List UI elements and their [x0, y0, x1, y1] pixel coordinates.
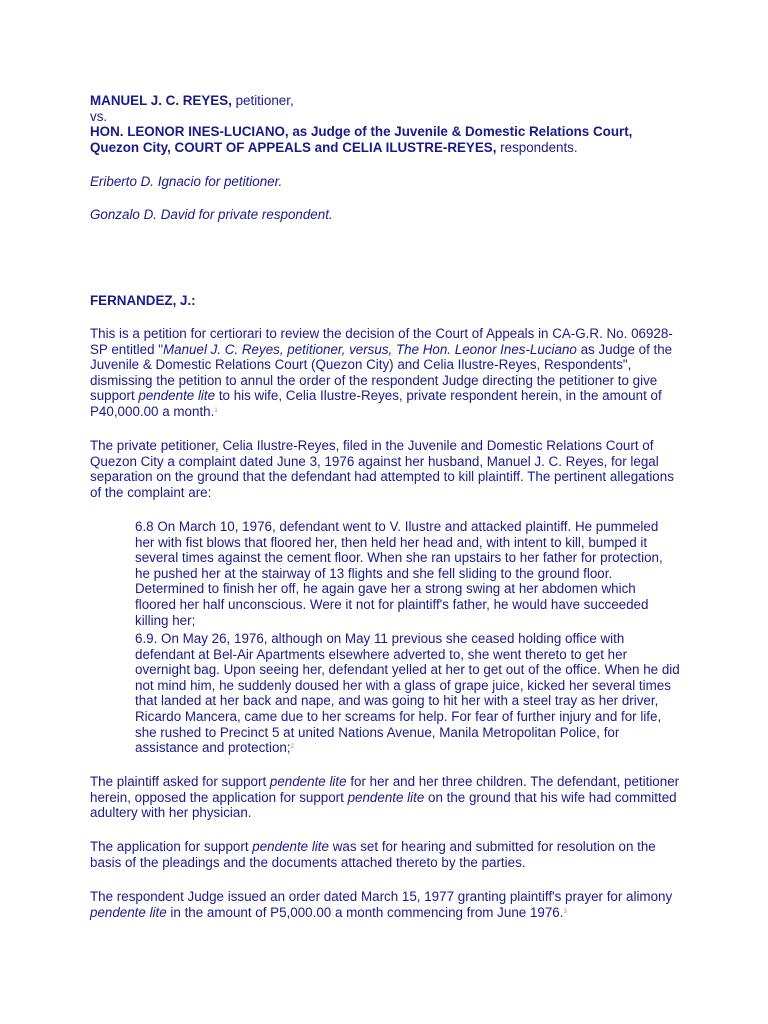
versus-label: vs.	[90, 108, 108, 124]
respondents-role: respondents.	[496, 139, 578, 155]
counsel-respondent: Gonzalo D. David for private respondent.	[90, 207, 333, 222]
petitioner-name: MANUEL J. C. REYES,	[90, 93, 232, 108]
ponente: FERNANDEZ, J.:	[90, 293, 196, 308]
paragraph-2: The private petitioner, Celia Ilustre-Reyes, filed in the Juvenile and Domestic Relations Court of Quezon City a complaint dated June 3, 1976 against her husband, Manuel J. C. Reyes, for legal separation on the ground that the defendant had attempted to kill plaintiff. The pertinent allegations of the complaint are:	[90, 438, 674, 500]
footnote-2-marker[interactable]: 2	[290, 744, 294, 751]
case-caption	[90, 93, 680, 155]
paragraph-5: The respondent Judge issued an order dated March 15, 1977 granting plaintiff's prayer for alimony pendente lite in the amount of P5,000.00 a month commencing from June 1976.$^3$	[90, 889, 673, 920]
counsel-petitioner: Eriberto D. Ignacio for petitioner.	[90, 174, 283, 189]
footnote-3-marker[interactable]: 3	[563, 908, 567, 915]
quoted-allegation-6-8: 6.8 On March 10, 1976, defendant went to V. Ilustre and attacked plaintiff. He pummeled her with fist blows that floored her, then held her head and, with intent to kill, bumped it several times against the cement floor. When she ran upstairs to her father for protection, he pushed her at the stairway of 13 flights and she fell sliding to the ground floor. Determined to finish her off, he again gave her a strong swing at her abdomen which floored her half unconscious. Were it not for plaintiff's father, he would have succeeded killing her;	[135, 519, 663, 628]
paragraph-1: This is a petition for certiorari to review the decision of the Court of Appeals in CA-G.R. No. 06928-SP entitled "Manuel J. C. Reyes, petitioner, versus, The Hon. Leonor Ines-Luciano as Judge of the Juvenile & Domestic Relations Court (Quezon City) and Celia Ilustre-Reyes, Respondents", dismissing the petition to annul the order of the respondent Judge directing the petitioner to give support pendente lite to his wife, Celia Ilustre-Reyes, private respondent herein, in the amount of P40,000.00 a month.$^1$	[90, 326, 673, 419]
paragraph-3: The plaintiff asked for support pendente lite for her and her three children. The defendant, petitioner herein, opposed the application for support pendente lite on the ground that his wife had committed adultery with her physician.	[90, 774, 680, 821]
quoted-allegation-6-9: 6.9. On May 26, 1976, although on May 11 previous she ceased holding office with defendant at Bel-Air Apartments elsewhere adverted to, she went thereto to get her overnight bag. Upon seeing her, defendant yelled at her to get out of the office. When he did not mind him, he suddenly doused her with a glass of grape juice, kicked her several times that landed at her back and nape, and was going to hit her with a steel tray as her driver, Ricardo Mancera, came due to her screams for help. For fear of further injury and for life, she rushed to Precinct 5 at united Nations Avenue, Manila Metropolitan Police, for assistance and protection;$^2$	[135, 631, 680, 756]
footnote-1-marker[interactable]: 1	[214, 407, 218, 414]
paragraph-4: The application for support pendente lite was set for hearing and submitted for resolution on the basis of the pleadings and the documents attached thereto by the parties.	[90, 839, 656, 870]
petitioner-role: petitioner,	[231, 93, 294, 108]
respondents-names: HON. LEONOR INES-LUCIANO, as Judge of the Juvenile & Domestic Relations Court, Quezon City, COURT OF APPEALS and CELIA ILUSTRE-REYES,	[90, 124, 633, 155]
